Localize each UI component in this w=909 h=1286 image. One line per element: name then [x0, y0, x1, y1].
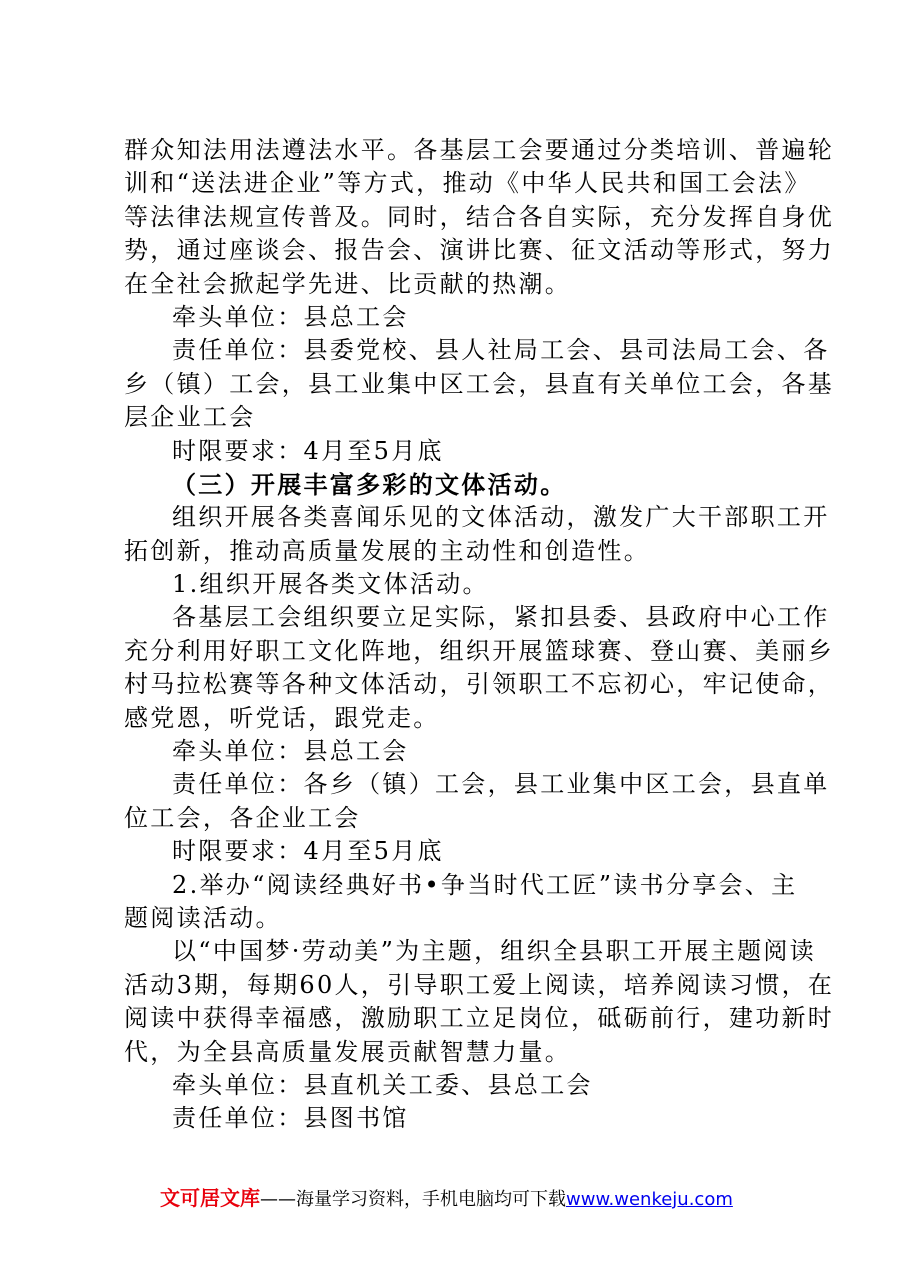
text-line: 责任单位：县图书馆: [172, 1104, 409, 1133]
text-line: 时限要求：4月至5月底: [172, 436, 444, 465]
text-line: 感党恩，听党话，跟党走。: [124, 703, 440, 732]
text-line: 组织开展各类喜闻乐见的文体活动，激发广大干部职工开: [172, 503, 830, 532]
text-line: 责任单位：县委党校、县人社局工会、县司法局工会、各: [172, 336, 830, 365]
text-line: 乡（镇）工会，县工业集中区工会，县直有关单位工会，各基: [124, 369, 835, 398]
text-line: 代，为全县高质量发展贡献智慧力量。: [124, 1037, 572, 1066]
section-heading: （三）开展丰富多彩的文体活动。: [172, 469, 567, 499]
text-line: 训和“送法进企业”等方式，推动《中华人民共和国工会法》: [124, 169, 811, 198]
text-line: 题阅读活动。: [124, 903, 282, 932]
text-line: 阅读中获得幸福感，激励职工立足岗位，砥砺前行，建功新时: [124, 1004, 835, 1033]
footer-slogan: ——海量学习资料，手机电脑均可下载: [260, 1189, 566, 1210]
text-line: 势，通过座谈会、报告会、演讲比赛、征文活动等形式，努力: [124, 236, 835, 265]
footer-site-link[interactable]: www.wenkeju.com: [566, 1189, 733, 1210]
footer-brand: 文可居文库: [160, 1186, 260, 1210]
text-line: 充分利用好职工文化阵地，组织开展篮球赛、登山赛、美丽乡: [124, 636, 835, 665]
text-line: 各基层工会组织要立足实际，紧扣县委、县政府中心工作: [172, 603, 830, 632]
text-line: 以“中国梦·劳动美”为主题，组织全县职工开展主题阅读: [172, 937, 816, 966]
text-line: 1.组织开展各类文体活动。: [172, 570, 489, 599]
text-line: 在全社会掀起学先进、比贡献的热潮。: [124, 269, 572, 298]
text-line: 活动3期，每期60人，引导职工爱上阅读，培养阅读习惯，在: [124, 970, 835, 999]
text-line: 2.举办“阅读经典好书•争当时代工匠”读书分享会、主: [172, 870, 798, 899]
text-line: 时限要求：4月至5月底: [172, 837, 444, 866]
text-line: 牵头单位：县直机关工委、县总工会: [172, 1070, 593, 1099]
text-line: 位工会，各企业工会: [124, 803, 361, 832]
text-line: 村马拉松赛等各种文体活动，引领职工不忘初心，牢记使命，: [124, 670, 835, 699]
text-line: 牵头单位：县总工会: [172, 737, 409, 766]
text-line: 层企业工会: [124, 403, 256, 432]
document-body: [124, 134, 835, 1136]
text-line: 等法律法规宣传普及。同时，结合各自实际，充分发挥自身优: [124, 202, 835, 231]
footer-banner: [160, 1182, 800, 1211]
text-line: 牵头单位：县总工会: [172, 302, 409, 331]
text-line: 拓创新，推动高质量发展的主动性和创造性。: [124, 536, 650, 565]
text-line: 责任单位：各乡（镇）工会，县工业集中区工会，县直单: [172, 770, 830, 799]
text-line: 群众知法用法遵法水平。各基层工会要通过分类培训、普遍轮: [124, 136, 835, 164]
